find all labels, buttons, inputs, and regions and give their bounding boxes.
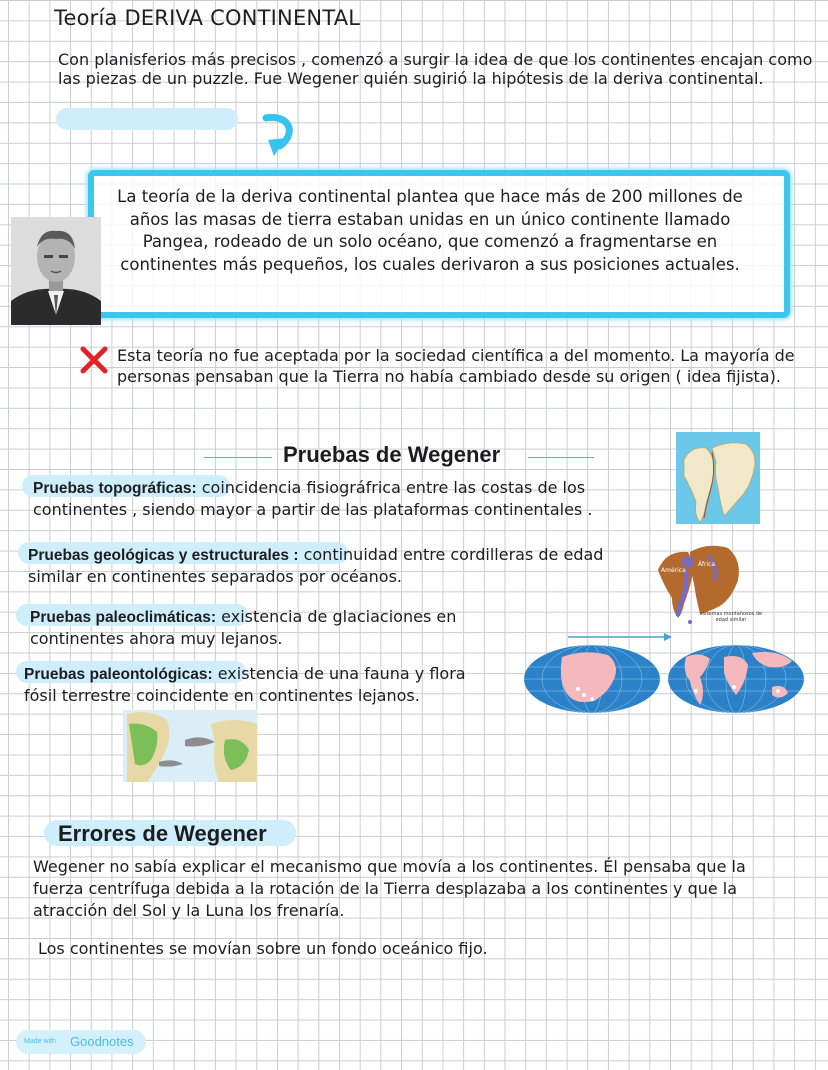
proof-topographic [33, 477, 673, 520]
heading-rule-right [528, 457, 594, 458]
intro-highlight [56, 108, 238, 130]
errors-paragraph: Wegener no sabía explicar el mecanismo que movía a los continentes. Él pensaba que la fuerza centrífuga debida a la rotación de la Tierra desplazaba a los continentes y que la atracción del Sol y la Luna los frenaría. [33, 857, 746, 920]
proof-text: existencia de una fauna y flora fósil terrestre coincidente en continentes lejanos. [24, 664, 466, 705]
proof-paleoclimatic [30, 606, 530, 649]
intro-paragraph: Con planisferios más precisos , comenzó a surgir la idea de que los continentes encajan como las piezas de un puzzle. Fue Wegener quién sugirió la hipótesis de la deriva continental. [58, 50, 813, 88]
proofs-heading: Pruebas de Wegener [283, 442, 501, 467]
proof-label: Pruebas paleoclimáticas: [30, 609, 217, 626]
proof-geologic [28, 544, 628, 587]
goodnotes-brand: Goodnotes [70, 1034, 134, 1049]
goodnotes-badge [16, 1030, 146, 1054]
proof-text: coincidencia fisiográfrica entre las costas de los continentes , siendo mayor a partir de las plataformas continentales . [33, 478, 593, 519]
coastline-fit-map [676, 432, 760, 524]
page-title: Teoría DERIVA CONTINENTAL [54, 6, 361, 30]
wegener-portrait [11, 217, 101, 325]
heading-rule-left [204, 457, 272, 458]
red-x-icon [80, 346, 108, 374]
proof-paleontologic [24, 663, 494, 706]
proof-label: Pruebas topográficas: [33, 480, 197, 497]
glaciation-map-past [522, 643, 662, 715]
proof-text: continuidad entre cordilleras de edad similar en continentes separados por océanos. [28, 545, 604, 586]
made-with-label: Made with [24, 1038, 56, 1045]
errors-fixed-floor: Los continentes se movían sobre un fondo oceánico fijo. [38, 939, 488, 958]
fossil-distribution-map [123, 710, 257, 782]
curved-arrow-icon [258, 108, 306, 160]
proof-label: Pruebas geológicas y estructurales : [28, 547, 299, 564]
label-africa: África [698, 561, 716, 568]
mountain-caption: sistemas montañosos de edad similar [699, 611, 763, 623]
theory-text: La teoría de la deriva continental plantea que hace más de 200 millones de años las masas de tierra estaban unidas en un único continente llamado Pangea, rodeado de un solo océano, que comenzó a fragmentarse en continentes más pequeños, los cuales derivaron a sus posiciones actuales. [117, 187, 743, 274]
rejection-text: Esta teoría no fue aceptada por la sociedad científica a del momento. La mayoría de personas pensaban que la Tierra no había cambiado desde su origen ( idea fijista). [117, 346, 795, 386]
glaciation-map-present [666, 643, 806, 715]
label-america: América [661, 567, 686, 574]
proof-label: Pruebas paleontológicas: [24, 666, 213, 683]
arrow-right-icon [568, 632, 672, 642]
errors-heading: Errores de Wegener [58, 821, 267, 846]
proof-text: existencia de glaciaciones en continentes ahora muy lejanos. [30, 607, 457, 648]
